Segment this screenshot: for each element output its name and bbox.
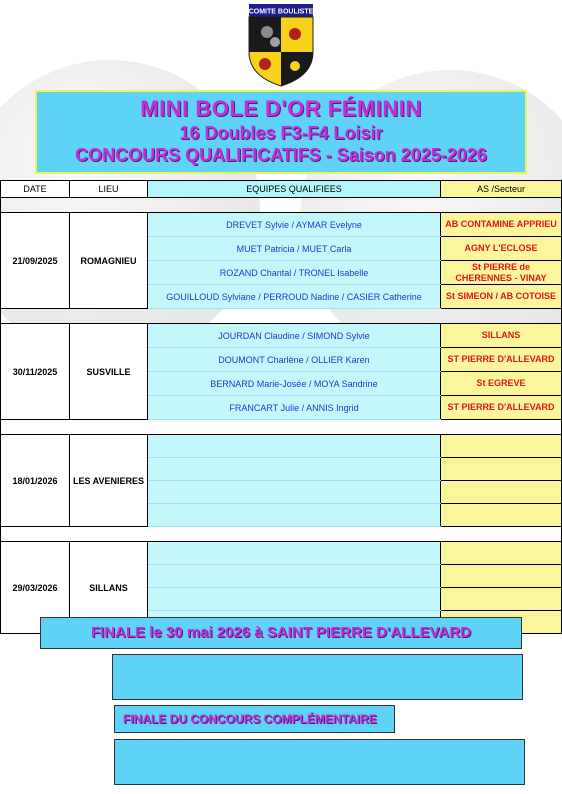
team-cell [148, 458, 441, 481]
lieu-cell: ROMAGNIEU [70, 213, 148, 309]
page-subtitle: 16 Doubles F3-F4 Loisir [179, 123, 383, 143]
finale-banner: FINALE le 30 mai 2026 à SAINT PIERRE D'ALLEVARD [40, 617, 522, 649]
page-title: MINI BOLE D'OR FÉMININ [140, 96, 422, 121]
team-cell: FRANCART Julie / ANNIS Ingrid [148, 396, 441, 420]
team-cell: GOUILLOUD Sylviane / PERROUD Nadine / CASIER Catherine [148, 285, 441, 309]
table-row [1, 213, 562, 237]
date-cell: 29/03/2026 [1, 542, 70, 634]
column-header-equipes: EQUIPES QUALIFIEES [148, 181, 441, 198]
spacer-row [1, 309, 562, 324]
team-cell: DREVET Sylvie / AYMAR Evelyne [148, 213, 441, 237]
spacer-row [1, 420, 562, 435]
team-cell [148, 588, 441, 611]
qualified-teams-table [0, 180, 562, 634]
club-cell [441, 542, 562, 565]
club-cell: AGNY L'ECLOSE [441, 237, 562, 261]
club-cell [441, 481, 562, 504]
team-cell: JOURDAN Claudine / SIMOND Sylvie [148, 324, 441, 348]
date-cell: 18/01/2026 [1, 435, 70, 527]
table-row [1, 542, 562, 565]
date-cell: 21/09/2025 [1, 213, 70, 309]
club-cell [441, 435, 562, 458]
spacer-row [1, 198, 562, 213]
finale-results-box [112, 654, 523, 700]
club-cell: St EGREVE [441, 372, 562, 396]
logo-text: COMITE BOULISTE [248, 8, 314, 16]
team-cell: MUET Patricia / MUET Carla [148, 237, 441, 261]
team-cell: DOUMONT Charlène / OLLIER Karen [148, 348, 441, 372]
finale-complementaire-results-box [114, 739, 525, 785]
club-cell [441, 565, 562, 588]
lieu-cell: SILLANS [70, 542, 148, 634]
club-cell: ST PIERRE D'ALLEVARD [441, 396, 562, 420]
column-header-date: DATE [1, 181, 70, 198]
club-cell [441, 504, 562, 527]
club-cell [441, 588, 562, 611]
season-title: CONCOURS QUALIFICATIFS - Saison 2025-2026 [75, 145, 487, 165]
team-cell [148, 435, 441, 458]
team-cell: ROZAND Chantal / TRONEL Isabelle [148, 261, 441, 285]
column-header-lieu: LIEU [70, 181, 148, 198]
comite-bouliste-logo [247, 2, 315, 88]
header-banner [35, 90, 527, 174]
team-cell [148, 504, 441, 527]
table-row [1, 324, 562, 348]
club-cell: St PIERRE de CHERENNES - VINAY [441, 261, 562, 285]
club-cell: St SIMEON / AB COTOISE [441, 285, 562, 309]
club-cell: SILLANS [441, 324, 562, 348]
club-cell: AB CONTAMINE APPRIEU [441, 213, 562, 237]
table-header-row [1, 181, 562, 198]
date-cell: 30/11/2025 [1, 324, 70, 420]
table-row [1, 435, 562, 458]
team-cell [148, 542, 441, 565]
lieu-cell: SUSVILLE [70, 324, 148, 420]
lieu-cell: LES AVENIERES [70, 435, 148, 527]
team-cell [148, 565, 441, 588]
spacer-row [1, 527, 562, 542]
column-header-as: AS /Secteur [441, 181, 562, 198]
club-cell [441, 458, 562, 481]
team-cell [148, 481, 441, 504]
team-cell: BERNARD Marie-Josée / MOYA Sandrine [148, 372, 441, 396]
club-cell: ST PIERRE D'ALLEVARD [441, 348, 562, 372]
finale-complementaire-banner: FINALE DU CONCOURS COMPLÉMENTAIRE [114, 705, 395, 733]
